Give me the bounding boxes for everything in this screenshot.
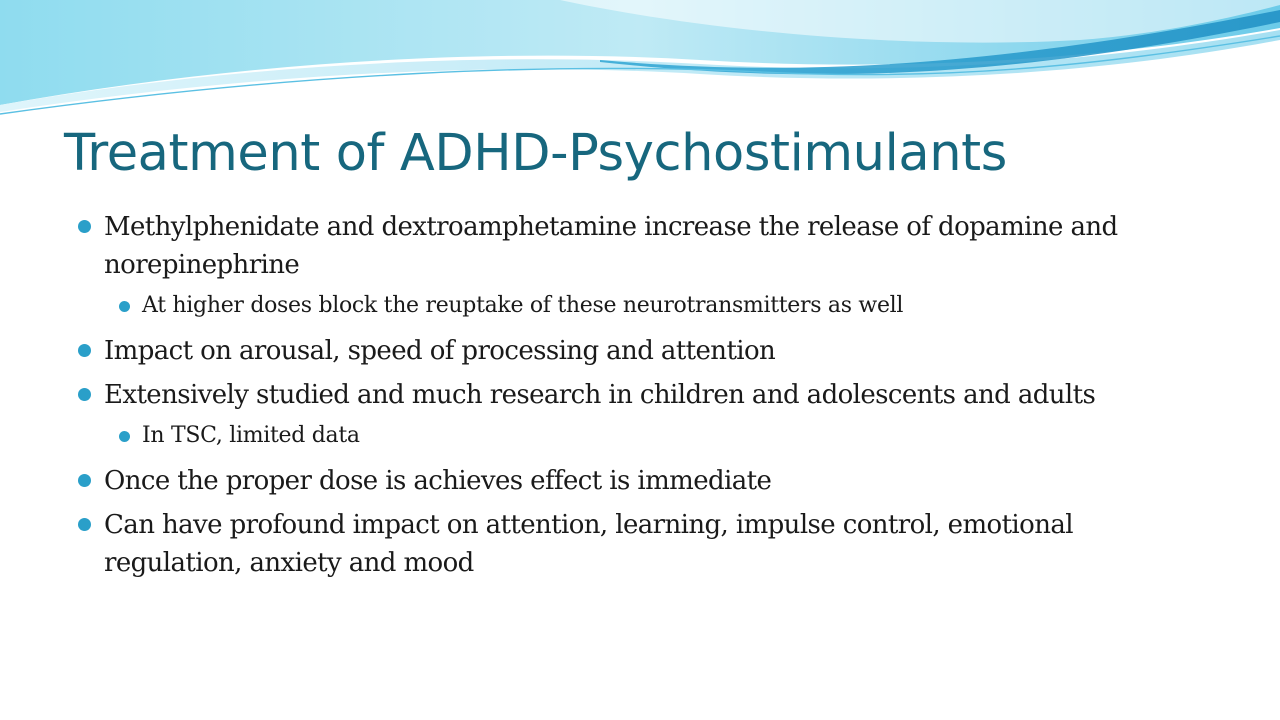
sub-bullet-item <box>142 420 1204 452</box>
bullet-text: Impact on arousal, speed of processing and attention <box>104 336 776 366</box>
bullet-text: Methylphenidate and dextroamphetamine increase the release of dopamine and norepinephrine <box>104 212 1118 280</box>
bullet-dot-icon <box>78 220 91 233</box>
sub-bullet-item <box>142 290 1204 322</box>
bullet-dot-icon <box>78 388 91 401</box>
decorative-wave-banner <box>0 0 1280 130</box>
bullet-text: Once the proper dose is achieves effect is immediate <box>104 466 772 496</box>
bullet-text: Extensively studied and much research in children and adolescents and adults <box>104 380 1096 410</box>
bullet-dot-icon <box>119 431 130 442</box>
bullet-dot-icon <box>78 344 91 357</box>
bullet-dot-icon <box>119 301 130 312</box>
bullet-list <box>104 208 1204 588</box>
bullet-dot-icon <box>78 474 91 487</box>
bullet-item <box>104 332 1204 370</box>
bullet-text: Can have profound impact on attention, learning, impulse control, emotional regulation, anxiety and mood <box>104 510 1073 578</box>
bullet-item <box>104 208 1204 284</box>
bullet-item <box>104 376 1204 414</box>
bullet-item <box>104 462 1204 500</box>
bullet-dot-icon <box>78 518 91 531</box>
bullet-text: In TSC, limited data <box>142 423 360 448</box>
slide-title: Treatment of ADHD-Psychostimulants <box>64 124 1007 183</box>
bullet-item <box>104 506 1204 582</box>
bullet-text: At higher doses block the reuptake of these neurotransmitters as well <box>142 293 904 318</box>
